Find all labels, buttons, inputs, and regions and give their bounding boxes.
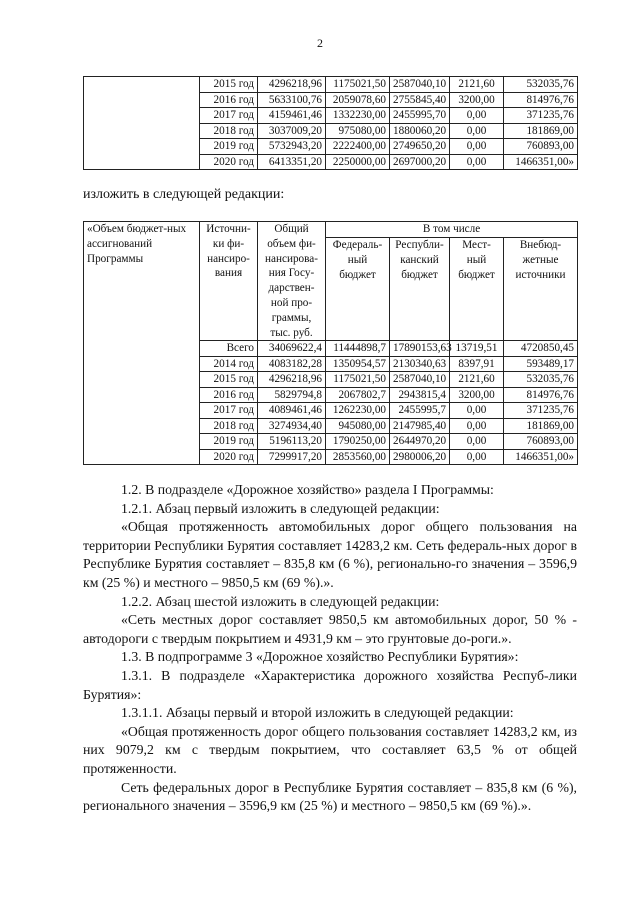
col3-header: Общий объем фи-нансирова-ния Госу-дарствен-ной про-граммы, тыс. руб. xyxy=(258,222,326,341)
subheader-federal: Федераль-ный бюджет xyxy=(326,238,390,341)
funding-table-new xyxy=(83,221,578,465)
blank-cell xyxy=(84,77,200,170)
table-cell: 371235,76 xyxy=(504,108,578,124)
table-cell: 2147985,40 xyxy=(390,418,450,434)
table-cell: 814976,76 xyxy=(504,92,578,108)
table-cell: 2015 год xyxy=(200,372,258,388)
table-cell: 2019 год xyxy=(200,139,258,155)
table-cell: 0,00 xyxy=(450,449,504,465)
table-cell: 181869,00 xyxy=(504,418,578,434)
table-cell: 0,00 xyxy=(450,154,504,170)
table-cell: 2017 год xyxy=(200,108,258,124)
table-cell: 945080,00 xyxy=(326,418,390,434)
table-cell: 7299917,20 xyxy=(258,449,326,465)
funding-table-old xyxy=(83,76,578,170)
table-cell: 4083182,28 xyxy=(258,356,326,372)
table-cell: 2017 год xyxy=(200,403,258,419)
col1-header: «Объем бюджет-ных ассигнований Программы xyxy=(84,222,200,465)
table-cell: 181869,00 xyxy=(504,123,578,139)
table-cell: 2755845,40 xyxy=(390,92,450,108)
group-header: В том числе xyxy=(326,222,578,238)
subheader-republic: Республи-канский бюджет xyxy=(390,238,450,341)
table-cell: Всего xyxy=(200,341,258,357)
subheader-local: Мест-ный бюджет xyxy=(450,238,504,341)
table-cell: 0,00 xyxy=(450,434,504,450)
table-cell: 2018 год xyxy=(200,123,258,139)
table-cell: 3200,00 xyxy=(450,92,504,108)
table-cell: 2749650,20 xyxy=(390,139,450,155)
table-cell: 4720850,45 xyxy=(504,341,578,357)
table-cell: 1332230,00 xyxy=(326,108,390,124)
table-cell: 1262230,00 xyxy=(326,403,390,419)
table-cell: 6413351,20 xyxy=(258,154,326,170)
table-cell: 4296218,96 xyxy=(258,77,326,93)
table-cell: 814976,76 xyxy=(504,387,578,403)
table-cell: 0,00 xyxy=(450,123,504,139)
table-cell: 5732943,20 xyxy=(258,139,326,155)
table-cell: 13719,51 xyxy=(450,341,504,357)
table-cell: 532035,76 xyxy=(504,77,578,93)
page-number: 2 xyxy=(317,36,323,50)
table-cell: 17890153,63 xyxy=(390,341,450,357)
table-cell: 2121,60 xyxy=(450,372,504,388)
table-cell: 2130340,63 xyxy=(390,356,450,372)
table-cell: 1880060,20 xyxy=(390,123,450,139)
table-cell: 34069622,4 xyxy=(258,341,326,357)
table-cell: 5633100,76 xyxy=(258,92,326,108)
table-cell: 2019 год xyxy=(200,434,258,450)
table-cell: 760893,00 xyxy=(504,434,578,450)
table-cell: 593489,17 xyxy=(504,356,578,372)
table-cell: 2587040,10 xyxy=(390,372,450,388)
paragraph: 1.3.1.1. Абзацы первый и второй изложить в следующей редакции: xyxy=(121,705,514,721)
table-cell: 2587040,10 xyxy=(390,77,450,93)
paragraph: 1.2. В подразделе «Дорожное хозяйство» раздела I Программы: xyxy=(121,482,494,497)
table-cell: 0,00 xyxy=(450,108,504,124)
table-cell: 4159461,46 xyxy=(258,108,326,124)
table-cell: 0,00 xyxy=(450,403,504,419)
paragraph: «Общая протяженность автомобильных дорог общего пользования на территории Республики Бурятия составляет 14283,2 км. Сеть федераль-ных дорог в Республике Бурятия составляет – 835,8 км (6 %), регионально-го значения – 3596,9 км (25 %) и местного – 9850,5 км (69 %).». xyxy=(83,519,577,590)
lead-text: изложить в следующей редакции: xyxy=(83,187,285,202)
table-cell: 1175021,50 xyxy=(326,372,390,388)
table-cell: 2980006,20 xyxy=(390,449,450,465)
paragraph: Сеть федеральных дорог в Республике Бурятия составляет – 835,8 км (6 %), регионального значения – 3596,9 км (25 %) и местного – 9850,5 км (69 %).». xyxy=(83,779,577,814)
table-cell: 3274934,40 xyxy=(258,418,326,434)
table-cell: 2016 год xyxy=(200,387,258,403)
table-cell: 1175021,50 xyxy=(326,77,390,93)
col2-header: Источни-ки фи-нансиро-вания xyxy=(200,222,258,341)
paragraph: 1.2.1. Абзац первый изложить в следующей редакции: xyxy=(121,500,440,516)
paragraph: 1.3. В подпрограмме 3 «Дорожное хозяйство Республики Бурятия»: xyxy=(121,649,519,665)
table-cell: 2121,60 xyxy=(450,77,504,93)
table-cell: 0,00 xyxy=(450,139,504,155)
table-cell: 2644970,20 xyxy=(390,434,450,450)
table-cell: 4296218,96 xyxy=(258,372,326,388)
table-cell: 532035,76 xyxy=(504,372,578,388)
table-cell: 2853560,00 xyxy=(326,449,390,465)
table-cell: 2020 год xyxy=(200,154,258,170)
table-cell: 2018 год xyxy=(200,418,258,434)
table-cell: 5196113,20 xyxy=(258,434,326,450)
table-cell: 3037009,20 xyxy=(258,123,326,139)
table-cell: 371235,76 xyxy=(504,403,578,419)
table-cell: 760893,00 xyxy=(504,139,578,155)
table-cell: 2020 год xyxy=(200,449,258,465)
table-cell: 2455995,70 xyxy=(390,108,450,124)
table-cell: 4089461,46 xyxy=(258,403,326,419)
table-cell: 2455995,7 xyxy=(390,403,450,419)
table-cell: 1466351,00» xyxy=(504,449,578,465)
paragraph: 1.2.2. Абзац шестой изложить в следующей редакции: xyxy=(121,593,440,609)
body-text xyxy=(83,481,577,816)
table-cell: 11444898,7 xyxy=(326,341,390,357)
table-cell: 1790250,00 xyxy=(326,434,390,450)
table-cell: 975080,00 xyxy=(326,123,390,139)
table-cell: 1350954,57 xyxy=(326,356,390,372)
table-cell: 3200,00 xyxy=(450,387,504,403)
table-cell: 8397,91 xyxy=(450,356,504,372)
paragraph: «Общая протяженность дорог общего пользования составляет 14283,2 км, из них 9079,2 км с твердым покрытием, что составляет 63,5 % от общей протяженности. xyxy=(83,723,577,776)
paragraph: «Сеть местных дорог составляет 9850,5 км автомобильных дорог, 50 % - автодороги с твердым покрытием и 4931,9 км – это грунтовые до-роги.». xyxy=(83,612,577,646)
table-cell: 2016 год xyxy=(200,92,258,108)
table-cell: 2067802,7 xyxy=(326,387,390,403)
paragraph: 1.3.1. В подразделе «Характеристика дорожного хозяйства Респуб-лики Бурятия»: xyxy=(83,667,577,702)
table-row xyxy=(84,77,578,93)
table-cell: 2943815,4 xyxy=(390,387,450,403)
table-cell: 2222400,00 xyxy=(326,139,390,155)
subheader-extrabudget: Внебюд-жетные источники xyxy=(504,238,578,341)
table-cell: 2059078,60 xyxy=(326,92,390,108)
table-cell: 2014 год xyxy=(200,356,258,372)
table-cell: 2697000,20 xyxy=(390,154,450,170)
table-cell: 1466351,00» xyxy=(504,154,578,170)
table-cell: 5829794,8 xyxy=(258,387,326,403)
table-cell: 0,00 xyxy=(450,418,504,434)
table-cell: 2250000,00 xyxy=(326,154,390,170)
table-cell: 2015 год xyxy=(200,77,258,93)
